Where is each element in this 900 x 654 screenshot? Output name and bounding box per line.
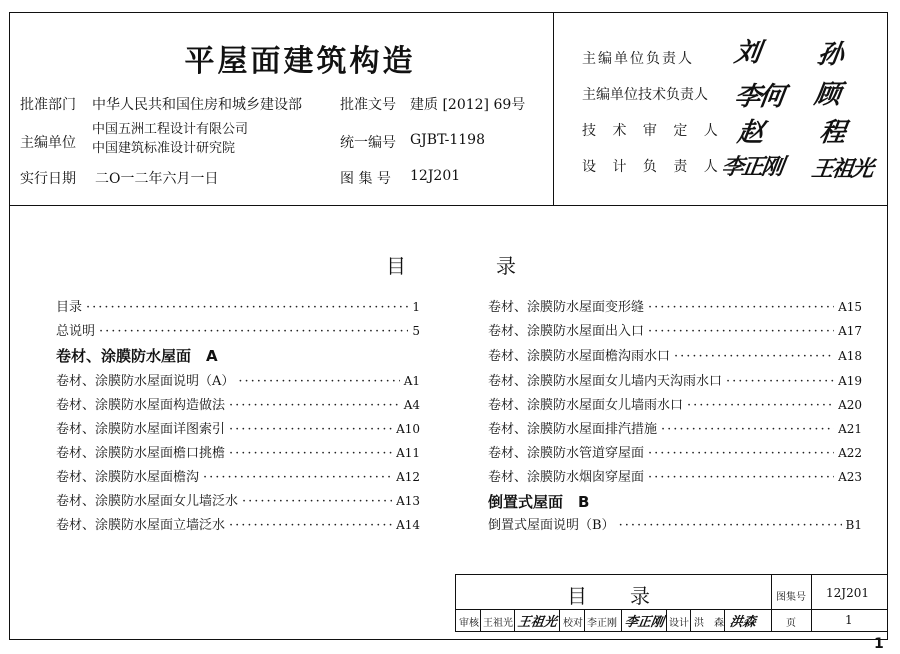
toc-leader <box>203 470 392 485</box>
toc-entry-page: A14 <box>396 518 420 532</box>
toc-leader <box>619 518 842 533</box>
toc-entry-page: A23 <box>838 470 862 484</box>
toc-entry[interactable] <box>488 394 862 414</box>
toc-entry[interactable] <box>488 296 862 316</box>
toc-entry-label: 卷材、涂膜防水烟囱穿屋面 <box>488 470 645 485</box>
title-block-atlas-label: 图集号 <box>776 592 806 603</box>
title-block-atlas-value: 12J201 <box>826 586 869 600</box>
toc-leader <box>229 518 392 533</box>
toc-heading-left: 目 <box>386 254 406 278</box>
toc-entry[interactable] <box>488 418 862 438</box>
toc-entry-page: A15 <box>838 300 862 314</box>
title-block-page-value: 1 <box>845 613 853 627</box>
checker-name: 李正刚 <box>587 618 617 629</box>
signature-design-lead-1: 李正刚 <box>719 154 784 180</box>
title-block-title-left: 目 <box>567 584 587 608</box>
toc-entry-page: A18 <box>838 349 862 363</box>
role-chief-unit-head: 主编单位负责人 <box>582 51 694 67</box>
tb-sep <box>559 609 560 632</box>
toc-leader <box>99 324 408 339</box>
toc-entry-page: A22 <box>838 446 862 460</box>
toc-entry[interactable] <box>56 442 420 462</box>
toc-leader <box>229 398 400 413</box>
role-design-lead: 设 计 负 责 人 <box>582 159 724 175</box>
toc-entry-page: A13 <box>396 494 420 508</box>
toc-leader <box>86 300 408 315</box>
toc-entry-label: 卷材、涂膜防水屋面女儿墙泛水 <box>56 494 239 509</box>
toc-entry-label: 卷材、涂膜防水管道穿屋面 <box>488 446 645 461</box>
toc-section-a: 卷材、涂膜防水屋面 A <box>56 347 218 365</box>
toc-leader <box>648 300 834 315</box>
approving-dept-label: 批准部门 <box>20 97 76 113</box>
toc-leader <box>229 446 392 461</box>
atlas-title: 平屋面建筑构造 <box>184 44 416 79</box>
toc-entry-label: 卷材、涂膜防水屋面檐沟雨水口 <box>488 349 671 364</box>
toc-leader <box>648 470 834 485</box>
signature-chief-tech-head-2: 顾 <box>812 80 841 110</box>
toc-leader <box>242 494 392 509</box>
unified-number-label: 统一编号 <box>340 135 396 151</box>
title-block-title-right: 录 <box>630 584 650 608</box>
toc-entry-label: 目录 <box>56 300 83 315</box>
signature-chief-unit-head-1: 刘 <box>732 38 761 68</box>
checker-signature: 李正刚 <box>623 615 665 630</box>
toc-entry[interactable] <box>488 370 862 390</box>
atlas-number-value: 12J201 <box>410 168 461 184</box>
role-technical-reviewer: 技 术 审 定 人 <box>582 123 724 139</box>
tb-sep <box>514 609 515 632</box>
page-number: 1 <box>874 636 884 652</box>
chief-unit-line-2: 中国建筑标准设计研究院 <box>92 141 236 156</box>
toc-entry[interactable] <box>56 466 420 486</box>
tb-sep <box>480 609 481 632</box>
toc-entry[interactable] <box>56 514 420 534</box>
tb-sep <box>690 609 691 632</box>
unified-number-value: GJBT-1198 <box>410 132 485 148</box>
toc-entry[interactable] <box>56 320 420 340</box>
signature-chief-tech-head-1: 李何 <box>732 82 785 112</box>
role-chief-tech-head: 主编单位技术负责人 <box>582 87 708 103</box>
toc-entry[interactable] <box>488 442 862 462</box>
header-vertical-divider <box>553 12 554 205</box>
toc-entry[interactable] <box>488 345 862 365</box>
toc-entry-page: 1 <box>412 300 420 314</box>
design-label: 设计 <box>669 618 689 629</box>
toc-entry[interactable] <box>488 320 862 340</box>
toc-entry-label: 总说明 <box>56 324 96 339</box>
toc-entry[interactable] <box>56 490 420 510</box>
toc-heading-right: 录 <box>496 254 516 278</box>
toc-entry-page: A11 <box>396 446 420 460</box>
toc-entry-page: A21 <box>838 422 862 436</box>
toc-entry-page: A12 <box>396 470 420 484</box>
signature-design-lead-2: 王祖光 <box>809 156 874 182</box>
header-divider <box>9 205 888 206</box>
toc-entry[interactable] <box>56 394 420 414</box>
toc-entry-label: 倒置式屋面说明（B） <box>488 518 615 533</box>
toc-leader <box>648 446 834 461</box>
toc-entry-label: 卷材、涂膜防水屋面详图索引 <box>56 422 226 437</box>
approval-doc-label: 批准文号 <box>340 97 396 113</box>
chief-unit-line-1: 中国五洲工程设计有限公司 <box>92 122 249 137</box>
toc-leader <box>229 422 392 437</box>
signature-chief-unit-head-2: 孙 <box>815 40 844 70</box>
tb-sep <box>666 609 667 632</box>
toc-entry-label: 卷材、涂膜防水屋面檐沟 <box>56 470 200 485</box>
toc-leader <box>661 422 834 437</box>
tb-sep <box>724 609 725 632</box>
check-label: 校对 <box>563 618 583 629</box>
toc-entry-label: 卷材、涂膜防水屋面女儿墙内天沟雨水口 <box>488 374 723 389</box>
toc-leader <box>726 374 834 389</box>
toc-leader <box>687 398 834 413</box>
toc-entry-label: 卷材、涂膜防水屋面排汽措施 <box>488 422 658 437</box>
toc-entry-page: A10 <box>396 422 420 436</box>
toc-entry-page: 5 <box>412 324 420 338</box>
toc-entry-page: A4 <box>403 398 420 412</box>
toc-entry[interactable] <box>488 514 862 534</box>
toc-leader <box>674 349 834 364</box>
designer-signature: 洪森 <box>728 615 757 630</box>
reviewer-name: 王祖光 <box>483 618 513 629</box>
tb-sep <box>584 609 585 632</box>
toc-entry-page: A19 <box>838 374 862 388</box>
toc-entry-label: 卷材、涂膜防水屋面变形缝 <box>488 300 645 315</box>
toc-entry-page: A17 <box>838 324 862 338</box>
review-label: 审核 <box>459 618 479 629</box>
title-block-divider <box>455 609 888 610</box>
title-block-col-divider-2 <box>811 574 812 632</box>
toc-entry-label: 卷材、涂膜防水屋面出入口 <box>488 324 645 339</box>
designer-name: 洪 森 <box>694 618 724 629</box>
toc-entry-label: 卷材、涂膜防水屋面说明（A） <box>56 374 235 389</box>
toc-entry[interactable] <box>56 418 420 438</box>
toc-entry[interactable] <box>56 370 420 390</box>
approving-dept-value: 中华人民共和国住房和城乡建设部 <box>92 97 302 113</box>
signature-technical-reviewer-2: 程 <box>817 118 846 148</box>
toc-entry-page: A1 <box>403 374 420 388</box>
chief-unit-label: 主编单位 <box>20 135 76 151</box>
toc-entry-label: 卷材、涂膜防水屋面构造做法 <box>56 398 226 413</box>
approval-doc-value: 建质 [2012] 69号 <box>410 97 526 113</box>
effective-date-label: 实行日期 <box>20 171 76 187</box>
toc-leader <box>648 324 834 339</box>
effective-date-value: 二O一二年六月一日 <box>95 171 219 187</box>
toc-section-b: 倒置式屋面 B <box>488 493 590 511</box>
reviewer-signature: 王祖光 <box>516 615 558 630</box>
toc-entry[interactable] <box>488 466 862 486</box>
title-block-col-divider-1 <box>771 574 772 632</box>
toc-entry-label: 卷材、涂膜防水屋面女儿墙雨水口 <box>488 398 684 413</box>
atlas-number-label: 图 集 号 <box>340 171 391 187</box>
toc-entry-page: A20 <box>838 398 862 412</box>
tb-sep <box>621 609 622 632</box>
signature-technical-reviewer-1: 赵 <box>735 118 764 148</box>
toc-entry-label: 卷材、涂膜防水屋面立墙泛水 <box>56 518 226 533</box>
toc-entry-label: 卷材、涂膜防水屋面檐口挑檐 <box>56 446 226 461</box>
title-block-page-label: 页 <box>786 618 796 629</box>
toc-entry[interactable] <box>56 296 420 316</box>
toc-entry-page: B1 <box>845 518 862 532</box>
toc-leader <box>238 374 399 389</box>
